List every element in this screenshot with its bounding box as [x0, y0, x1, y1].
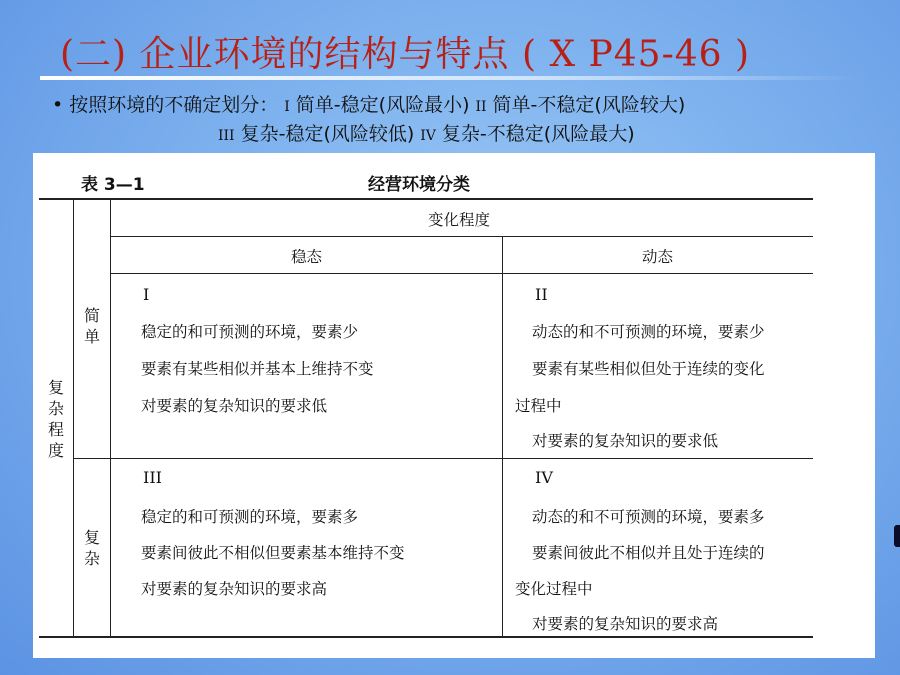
slide-title: (二) 企业环境的结构与特点 ( X P45-46 ): [60, 34, 751, 75]
rule-col-split: [502, 236, 503, 636]
cell-roman: II: [535, 285, 548, 304]
cell-line: 稳定的和可预测的环境，要素少: [141, 323, 359, 341]
row-header-simple: 简单: [83, 306, 100, 346]
cell-line: 要素间彼此不相似并且处于连续的: [532, 544, 765, 562]
table-bottom-rule: [39, 636, 813, 638]
category-label: 复杂-不稳定(风险最大): [441, 123, 635, 145]
cell-line: 要素有某些相似但处于连续的变化: [532, 360, 765, 378]
cell-line: 对要素的复杂知识的要求高: [141, 580, 328, 598]
roman-numeral: III: [218, 128, 235, 144]
cell-line: 要素间彼此不相似但要素基本维持不变: [141, 544, 405, 562]
bullet-intro: 按照环境的不确定划分：: [69, 94, 279, 116]
bullet-list: [52, 92, 685, 150]
table-image-panel: [33, 153, 875, 658]
category-label: 简单-不稳定(风险较大): [492, 94, 686, 116]
table-title: 经营环境分类: [368, 175, 470, 195]
cell-line: 对要素的复杂知识的要求低: [141, 397, 328, 415]
rule-row-header: [110, 200, 111, 636]
cell-roman: III: [143, 468, 162, 487]
col-header-stable: 稳态: [291, 248, 323, 266]
col-group-header: 变化程度: [428, 211, 491, 229]
roman-numeral: IV: [420, 128, 436, 144]
rule-row-divider: [73, 458, 813, 459]
table-top-rule: [39, 198, 813, 200]
rule-row-group: [73, 200, 74, 636]
cell-roman: IV: [535, 468, 553, 487]
table-label: 表 3—1: [81, 175, 145, 195]
bullet-dot: •: [52, 94, 70, 116]
roman-numeral: I: [284, 99, 290, 115]
row-header-complex: 复杂: [83, 528, 100, 568]
bullet-row-1: [52, 92, 685, 121]
cell-line: 对要素的复杂知识的要求低: [532, 432, 719, 450]
cell-line: 过程中: [515, 397, 562, 415]
row-group-header: 复杂程度: [47, 378, 64, 460]
roman-numeral: II: [475, 99, 487, 115]
cell-line: 变化过程中: [515, 580, 593, 598]
category-label: 简单-稳定(风险最小): [295, 94, 470, 116]
cell-line: 动态的和不可预测的环境，要素少: [532, 323, 765, 341]
rule-col-group: [110, 236, 813, 237]
cell-line: 稳定的和可预测的环境，要素多: [141, 508, 359, 526]
bullet-row-2: [52, 121, 685, 150]
rule-col-header: [110, 273, 813, 274]
cell-line: 要素有某些相似并基本上维持不变: [141, 360, 374, 378]
cell-line: 对要素的复杂知识的要求高: [532, 615, 719, 633]
edge-decoration: [894, 525, 900, 547]
col-header-dynamic: 动态: [642, 248, 674, 266]
cell-roman: I: [143, 285, 150, 304]
cell-line: 动态的和不可预测的环境，要素多: [532, 508, 765, 526]
category-label: 复杂-稳定(风险较低): [240, 123, 415, 145]
